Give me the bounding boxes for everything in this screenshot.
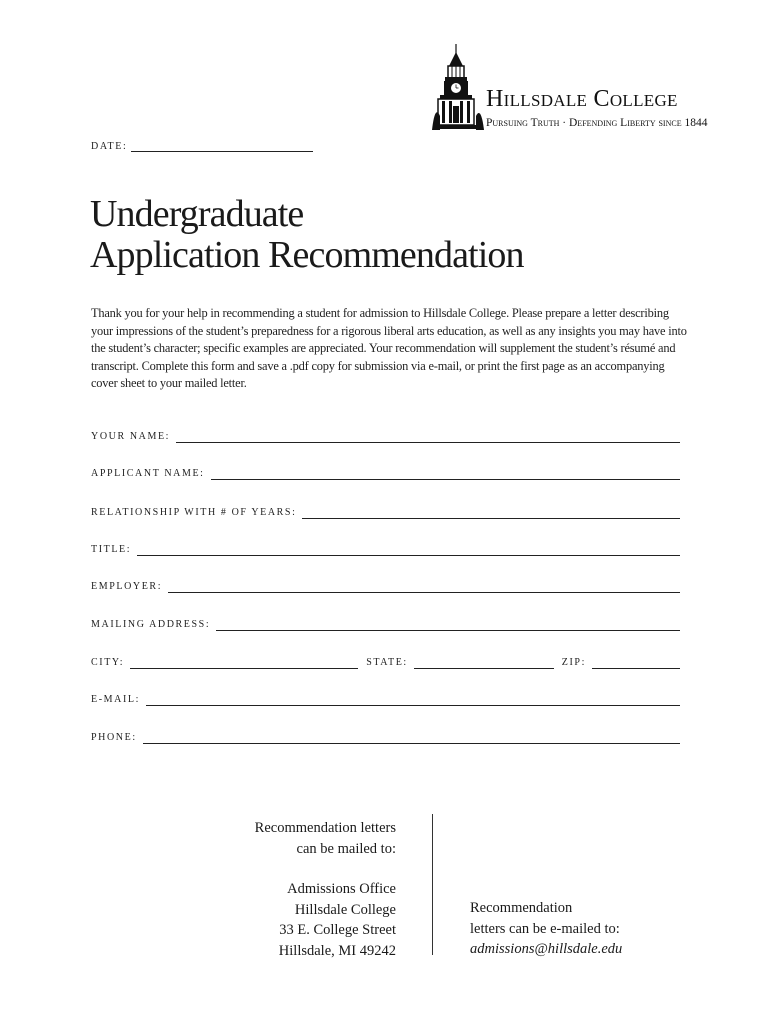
email-label: E-MAIL: — [91, 694, 140, 705]
title-label: TITLE: — [91, 544, 132, 555]
state-field[interactable] — [414, 658, 554, 669]
state-label: STATE: — [366, 657, 408, 668]
city-label: CITY: — [91, 657, 125, 668]
vertical-divider — [432, 814, 433, 955]
mail-line-2: can be mailed to: — [296, 840, 396, 857]
email-line-2: letters can be e-mailed to: — [470, 920, 620, 937]
mail-line-1: Recommendation letters — [254, 820, 396, 836]
bell-tower-icon — [432, 44, 484, 134]
city-field[interactable] — [130, 658, 358, 669]
your-name-row — [91, 429, 680, 443]
mailing-address-row — [91, 617, 680, 631]
city-state-zip-row — [91, 655, 680, 669]
email-row — [91, 692, 680, 706]
admissions-email-link[interactable]: admissions@hillsdale.edu — [470, 941, 623, 957]
your-name-label: YOUR NAME: — [91, 431, 171, 442]
title-field[interactable] — [137, 545, 680, 556]
phone-field[interactable] — [143, 733, 680, 744]
employer-label: EMPLOYER: — [91, 581, 163, 592]
date-field[interactable] — [131, 139, 313, 152]
title-row — [91, 542, 680, 556]
employer-field[interactable] — [168, 582, 680, 593]
mail-address-line-4: Hillsdale, MI 49242 — [278, 942, 396, 959]
employer-row — [91, 579, 680, 593]
mail-address-line-3: 33 E. College Street — [279, 922, 396, 938]
phone-row — [91, 730, 680, 744]
applicant-name-field[interactable] — [211, 469, 680, 480]
page-title — [90, 194, 690, 276]
applicant-name-label: APPLICANT NAME: — [91, 468, 205, 479]
college-logo — [432, 44, 732, 134]
mailing-address-label: MAILING ADDRESS: — [91, 619, 211, 630]
relationship-label: RELATIONSHIP WITH # OF YEARS: — [91, 507, 297, 518]
college-tagline: Pursuing Truth · Defending Liberty since 1844 — [486, 117, 708, 129]
applicant-name-row — [91, 466, 680, 480]
relationship-field[interactable] — [302, 508, 680, 519]
date-row — [91, 139, 313, 152]
title-line-1: Undergraduate — [90, 193, 304, 235]
mailing-address-field[interactable] — [216, 620, 680, 631]
zip-label: ZIP: — [561, 657, 586, 668]
email-field[interactable] — [146, 695, 680, 706]
phone-label: PHONE: — [91, 732, 137, 743]
email-line-1: Recommendation — [470, 900, 573, 916]
mail-address-line-2: Hillsdale College — [294, 901, 396, 918]
date-label: DATE: — [91, 141, 128, 152]
intro-paragraph: Thank you for your help in recommending a student for admission to Hillsdale College. Please prepare a letter describing your impressions of the student’s preparedness for a rigorous liberal arts education, as well as any insights you may have into the student’s character; specific examples are appreciated. Your recommendation will supplement the student’s résumé and transcript. Complete this form and save a .pdf copy for submission via e-mail, or print the first page as an accompanying cover sheet to your mailed letter. — [91, 306, 687, 391]
zip-field[interactable] — [592, 658, 680, 669]
relationship-row — [91, 505, 680, 519]
mail-address-line-1: Admissions Office — [287, 881, 396, 897]
your-name-field[interactable] — [176, 432, 680, 443]
email-instructions — [470, 898, 690, 960]
title-line-2: Application Recommendation — [90, 234, 524, 276]
mail-instructions — [200, 818, 396, 961]
college-name: Hillsdale College — [486, 86, 678, 112]
